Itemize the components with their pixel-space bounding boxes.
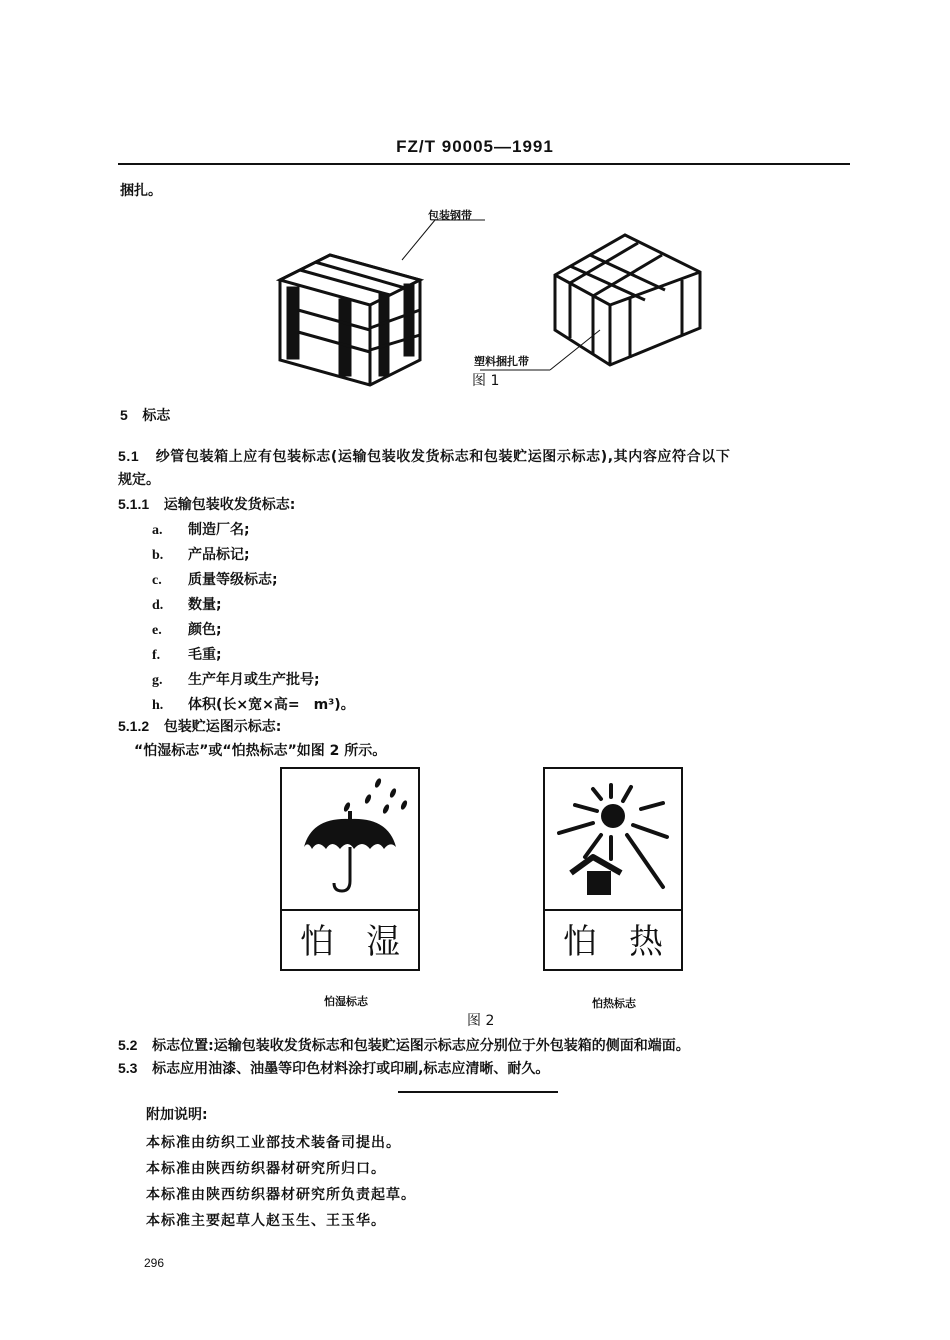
note-line: 本标准由陕西纺织器材研究所负责起草。 — [146, 1187, 416, 1203]
figure-1-caption: 图 1 — [472, 373, 500, 389]
list-item: f. 毛重; — [152, 647, 222, 663]
note-line: 本标准由陕西纺织器材研究所归口。 — [146, 1161, 386, 1177]
sun-house-icon — [545, 769, 681, 911]
list-item: g. 生产年月或生产批号; — [152, 672, 320, 688]
list-item: c. 质量等级标志; — [152, 572, 278, 588]
additional-notes-list — [146, 1130, 416, 1234]
label-steel-strap: 包装钢带 — [428, 209, 472, 222]
document-header-code: FZ/T 90005—1991 — [396, 137, 554, 156]
section-title: 标志 — [142, 408, 171, 424]
sign-label: 怕 湿 — [300, 922, 400, 962]
list-item: b. 产品标记; — [152, 547, 250, 563]
section-5-1-line2: 规定。 — [118, 472, 160, 488]
section-5-heading — [120, 405, 170, 425]
end-separator-rule — [398, 1091, 558, 1093]
section-5-1-line1: 5.1 纱管包装箱上应有包装标志(运输包装收发货标志和包装贮运图示标志),其内容应符合以下 — [118, 448, 731, 465]
note-line: 本标准由纺织工业部技术装备司提出。 — [146, 1135, 401, 1151]
note-line: 本标准主要起草人赵玉生、王玉华。 — [146, 1213, 386, 1229]
section-5-1-1-title: 5.1.1 运输包装收发货标志: — [118, 496, 296, 513]
header-rule — [118, 163, 850, 165]
umbrella-rain-icon — [282, 769, 418, 911]
sign-keep-dry — [280, 767, 420, 971]
section-5-1-2-title: 5.1.2 包装贮运图示标志: — [118, 718, 282, 735]
intro-fragment: 捆扎。 — [120, 183, 162, 199]
list-item: a. 制造厂名; — [152, 522, 250, 538]
section-number: 5 — [120, 407, 128, 423]
list-item: h. 体积(长×宽×高= m³)。 — [152, 697, 355, 713]
sign-keep-cool — [543, 767, 683, 971]
marking-items-list — [152, 518, 355, 718]
sign-keep-cool-caption: 怕热标志 — [592, 997, 636, 1010]
page-number: 296 — [144, 1256, 165, 1270]
list-item: e. 颜色; — [152, 622, 222, 638]
figure-2-caption: 图 2 — [467, 1013, 495, 1029]
label-plastic-strap: 塑料捆扎带 — [474, 355, 529, 368]
section-5-1-2-text: “怕湿标志”或“怕热标志”如图 2 所示。 — [134, 743, 387, 759]
sign-keep-dry-caption: 怕湿标志 — [324, 995, 368, 1008]
section-5-2: 5.2 标志位置:运输包装收发货标志和包装贮运图示标志应分别位于外包装箱的侧面和端面。 — [118, 1037, 690, 1054]
list-item: d. 数量; — [152, 597, 222, 613]
additional-notes-title: 附加说明: — [146, 1107, 208, 1123]
section-5-3: 5.3 标志应用油漆、油墨等印色材料涂打或印刷,标志应清晰、耐久。 — [118, 1060, 550, 1077]
sign-label: 怕 热 — [563, 922, 663, 962]
